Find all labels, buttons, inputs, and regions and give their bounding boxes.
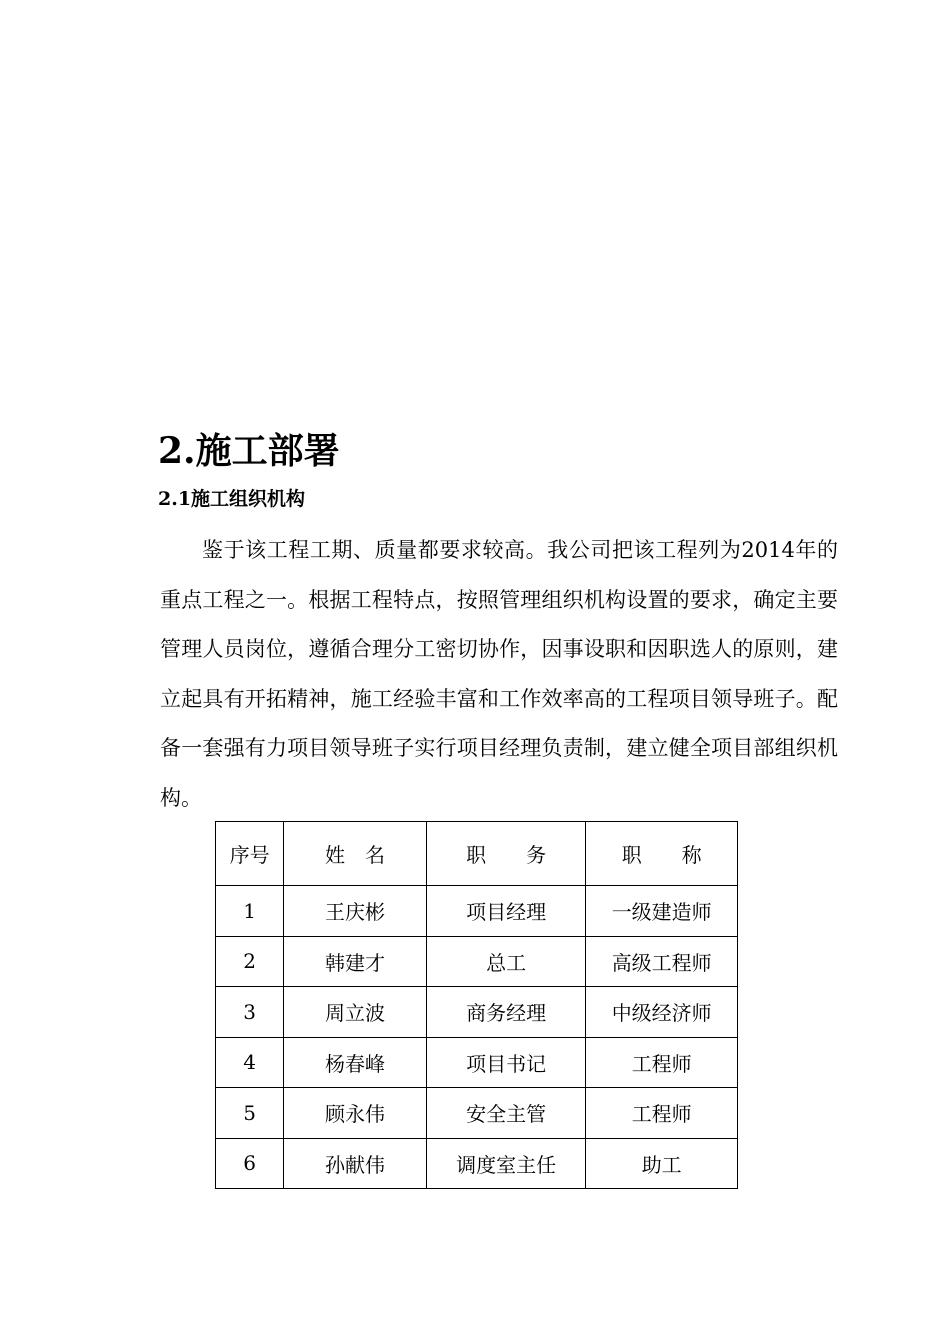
header-seq: 序号 (216, 822, 284, 886)
cell-title: 高级工程师 (586, 936, 738, 987)
cell-seq: 6 (216, 1138, 284, 1189)
table-row (216, 1037, 738, 1088)
header-title: 职 称 (586, 822, 738, 886)
table-row (216, 987, 738, 1038)
cell-title: 工程师 (586, 1037, 738, 1088)
body-paragraph: 鉴于该工程工期、质量都要求较高。我公司把该工程列为2014年的重点工程之一。根据工程特点，按照管理组织机构设置的要求，确定主要管理人员岗位，遵循合理分工密切协作，因事设职和因职选人的原则，建立起具有开拓精神，施工经验丰富和工作效率高的工程项目领导班子。配备一套强有力项目领导班子实行项目经理负责制，建立健全项目部组织机构。 (160, 538, 838, 810)
cell-title: 中级经济师 (586, 987, 738, 1038)
staff-table (215, 821, 738, 1189)
table-header-row (216, 822, 738, 886)
table-row (216, 1138, 738, 1189)
section-heading: 2.1施工组织机构 (158, 488, 306, 510)
page-title: 2.施工部署 (158, 430, 340, 472)
cell-duty: 安全主管 (426, 1088, 586, 1139)
table-row (216, 1088, 738, 1139)
cell-duty: 项目书记 (426, 1037, 586, 1088)
cell-seq: 5 (216, 1088, 284, 1139)
header-name: 姓 名 (284, 822, 427, 886)
cell-name: 顾永伟 (284, 1088, 427, 1139)
cell-name: 孙献伟 (284, 1138, 427, 1189)
cell-seq: 2 (216, 936, 284, 987)
cell-seq: 3 (216, 987, 284, 1038)
table-row (216, 886, 738, 937)
cell-title: 工程师 (586, 1088, 738, 1139)
header-duty: 职 务 (426, 822, 586, 886)
cell-name: 韩建才 (284, 936, 427, 987)
cell-duty: 项目经理 (426, 886, 586, 937)
cell-duty: 调度室主任 (426, 1138, 586, 1189)
cell-name: 杨春峰 (284, 1037, 427, 1088)
cell-seq: 4 (216, 1037, 284, 1088)
cell-title: 助工 (586, 1138, 738, 1189)
cell-duty: 总工 (426, 936, 586, 987)
table-row (216, 936, 738, 987)
cell-title: 一级建造师 (586, 886, 738, 937)
cell-name: 王庆彬 (284, 886, 427, 937)
cell-seq: 1 (216, 886, 284, 937)
cell-duty: 商务经理 (426, 987, 586, 1038)
cell-name: 周立波 (284, 987, 427, 1038)
